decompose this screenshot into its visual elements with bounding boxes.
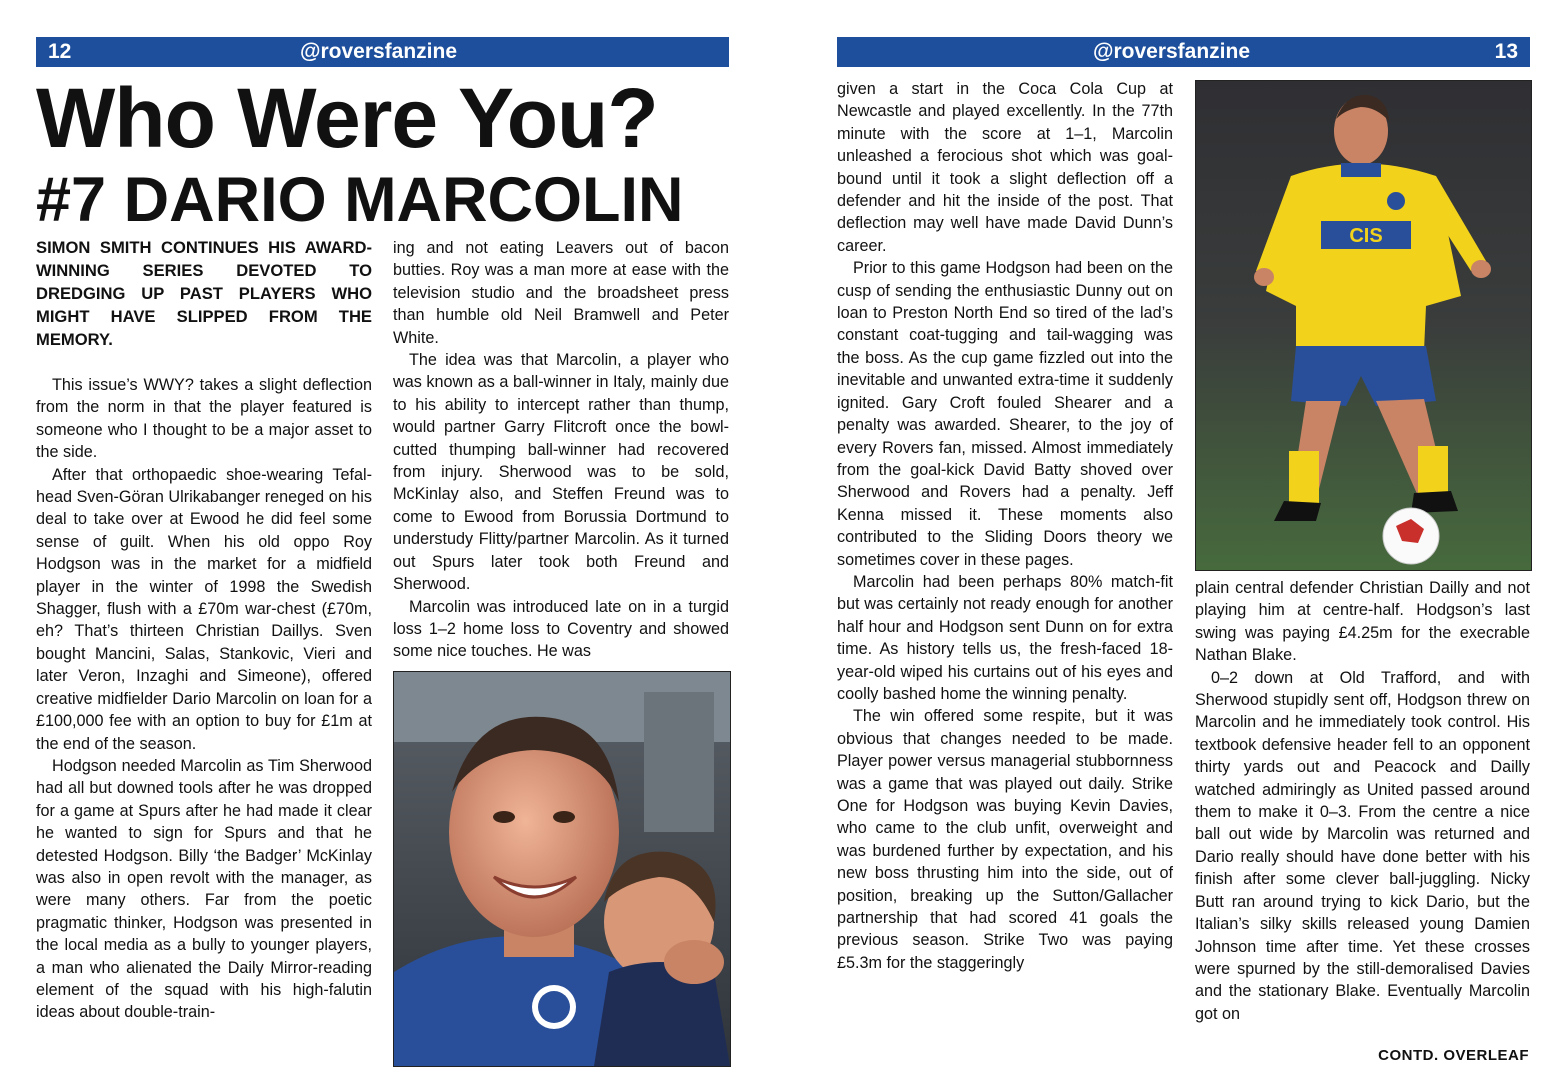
paragraph: plain central defender Christian Dailly and not playing him at centre-half. Hodgson’s last swing was paying £4.25m for the execrable Nathan Blake.	[1195, 579, 1530, 665]
paragraph: given a start in the Coca Cola Cup at Newcastle and played excellently. In the 77th minute with the score at 1–1, Marcolin unleashed a ferocious shot which was goal-bound until it took a slight deflection off a defender and hit the inside of the post. That deflection may well have made David Dunn’s career.	[837, 80, 1173, 255]
photo-illustration	[394, 672, 730, 1066]
fanzine-handle: @roversfanzine	[1093, 40, 1251, 63]
text-column-1	[36, 374, 372, 1024]
paragraph: Marcolin was introduced late on in a turgid loss 1–2 home loss to Coventry and showed some nice touches. He was	[393, 597, 729, 661]
shirt-sponsor-text: CIS	[1349, 225, 1383, 247]
text-column-4	[1195, 577, 1530, 1025]
paragraph: The idea was that Marcolin, a player who was known as a ball-winner in Italy, mainly due to his ability to intercept rather than thump, would partner Garry Flitcroft once the bowl-cutted thumping ball-winner had recovered from injury. Sherwood was to be sold, McKinlay also, and Steffen Freund was to come to Ewood from Borussia Dortmund to understudy Flitty/partner Marcolin. As it turned out Spurs later took both Freund and Sherwood.	[393, 351, 729, 594]
fanzine-handle: @roversfanzine	[300, 40, 458, 63]
article-headline: Who Were You?	[36, 71, 658, 165]
paragraph: Hodgson needed Marcolin as Tim Sherwood had all but downed tools after he was dropped for a game at Spurs after he had made it clear he wanted to sign for Spurs and that he detested Hodgson. Billy ‘the Badger’ McKinlay was also in open revolt with the manager, as were many others. Far from the poetic pragmatic thinker, Hodgson was presented in the local media as a bully to younger players, a man who alienated the Daily Mirror-reading element of the squad with his high-falutin ideas about double-train-	[36, 756, 372, 1022]
continued-overleaf-label: CONTD. OVERLEAF	[1378, 1047, 1529, 1064]
paragraph: Prior to this game Hodgson had been on the cusp of sending the enthusiastic Dunny out on loan to Preston North End so tired of the lad’s constant coat-tugging and tail-wagging was the boss. As the cup game fizzled out into the inevitable and unwanted extra-time it suddenly ignited. Gary Croft fouled Shearer and a penalty was awarded. Shearer, to the joy of every Rovers fan, missed. Almost immediately from the goal-kick David Batty shoved over Sherwood and Rovers had a penalty. Jeff Kenna missed it. These moments also contributed to the Sliding Doors theory we sometimes cover in these pages.	[837, 259, 1173, 569]
paragraph: 0–2 down at Old Trafford, and with Sherwood stupidly sent off, Hodgson threw on Marcolin and he immediately took control. His textbook defensive header fell to an opponent thirty yards out and Peacock and Dailly watched admiringly as United passed around them to make it 0–3. From the centre a nice ball out wide by Marcolin was returned and Dario really should have done better with his finish after some clever ball-juggling. Nicky Butt ran around trying to kick Dario, but the Italian’s silky skills released young Damien Johnson time after time. Yet these crosses were spurned by the still-demoralised Davies and the stationary Blake. Eventually Marcolin got on	[1195, 668, 1530, 1023]
photo-illustration	[1196, 81, 1531, 570]
paragraph: The win offered some respite, but it was obvious that changes needed to be made. Player power versus managerial stubbornness was a game that was played out daily. Strike One for Hodgson was buying Kevin Davies, who came to the club unfit, overweight and was burdened further by expectation, and his new boss thrusting him into the side, out of position, breaking up the Sutton/Gallacher partnership that had scored 41 goals the previous season. Strike Two was paying £5.3m for the staggeringly	[837, 707, 1173, 972]
page-number: 13	[1494, 40, 1518, 63]
article-subheadline: #7 DARIO MARCOLIN	[36, 165, 684, 235]
marcolin-fan-photo	[393, 671, 731, 1067]
text-column-2	[393, 237, 729, 663]
page-header-bar-left	[36, 37, 729, 67]
article-standfirst: SIMON SMITH CONTINUES HIS AWARD-WINNING SERIES DEVOTED TO DREDGING UP PAST PLAYERS WHO MIGHT HAVE SLIPPED FROM THE MEMORY.	[36, 238, 372, 349]
marcolin-action-photo	[1195, 80, 1532, 571]
page-header-bar-right	[837, 37, 1530, 67]
paragraph: This issue’s WWY? takes a slight deflection from the norm in that the player featured is someone who I thought to be a major asset to the side.	[36, 376, 372, 462]
paragraph: Marcolin had been perhaps 80% match-fit but was certainly not ready enough for another half hour and Hodgson sent Dunn on for extra time. As history tells us, the fresh-faced 18-year-old wiped his curtains out of his eyes and coolly bashed home the winning penalty.	[837, 572, 1173, 703]
page-number: 12	[48, 40, 72, 63]
paragraph: After that orthopaedic shoe-wearing Tefal-head Sven-Göran Ulrikabanger reneged on his deal to take over at Ewood he did feel some sense of guilt. When his old oppo Roy Hodgson was in the market for a midfield player in the winter of 1998 the Swedish Shagger, flush with a £70m war-chest (£70m, eh? That’s thirteen Christian Daillys. Sven bought Mancini, Salas, Stankovic, Vieri and later Veron, Inzaghi and Simeone), offered creative midfielder Dario Marcolin on loan for a £100,000 fee with an option to buy for £1m at the end of the season.	[36, 465, 372, 753]
text-column-3	[837, 78, 1173, 974]
paragraph: ing and not eating Leavers out of bacon butties. Roy was a man more at ease with the television studio and the broadsheet press than humble old Neil Bramwell and Peter White.	[393, 239, 729, 347]
